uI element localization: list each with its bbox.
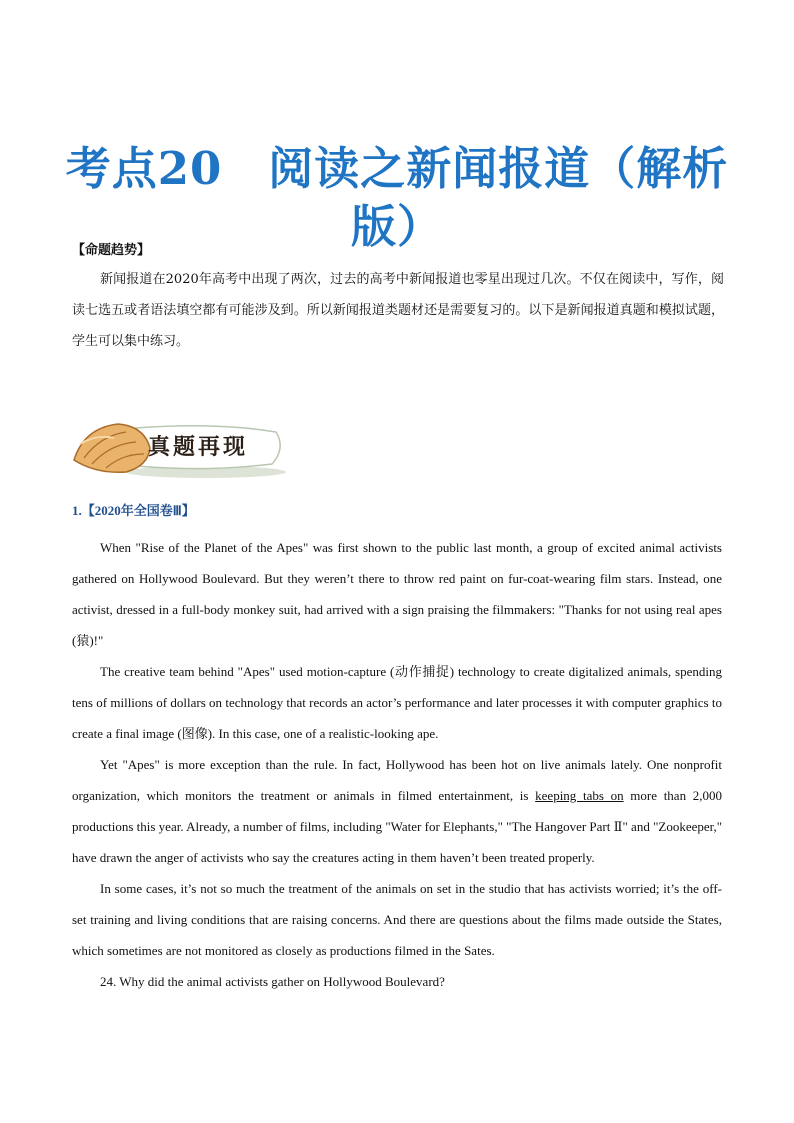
passage-paragraph-1: When "Rise of the Planet of the Apes" was first shown to the public last month, a group of excited animal activists gathered on Hollywood Boulevard. But they weren’t there to throw red paint on fur-coat-wearing film stars. Instead, one activist, dressed in a full-body monkey suit, had arrived with a sign praising the filmmakers: "Thanks for not using real apes (猿)!"	[72, 540, 722, 648]
section-label: 【命题趋势】	[72, 243, 151, 258]
paragraph-3-text-b: more than 2,000 productions this year. Already, a number of films, including "Water for Elephants," "The Hangover Part Ⅱ" and "Zookeeper," have drawn the anger of activists who say the creatures acting in them haven’t been treated properly.	[72, 788, 723, 865]
reading-passage	[72, 532, 722, 997]
question-24: 24. Why did the animal activists gather on Hollywood Boulevard?	[100, 974, 445, 989]
passage-paragraph-3	[72, 749, 722, 873]
intro-paragraph: 新闻报道在2020年高考中出现了两次，过去的高考中新闻报道也零星出现过几次。不仅在阅读中，写作，阅读七选五或者语法填空都有可能涉及到。所以新闻报道类题材还是需要复习的。以下是新闻报道真题和模拟试题，学生可以集中练习。	[72, 272, 724, 349]
passage-paragraph-4: In some cases, it’s not so much the treatment of the animals on set in the studio that has activists worried; it’s the off-set training and living conditions that are raising concerns. And there are questions about the films made outside the States, which sometimes are not monitored as closely as productions filmed in the Sates.	[72, 881, 722, 958]
question-header: 1.【2020年全国卷Ⅲ】	[72, 503, 195, 518]
underlined-phrase: keeping tabs on	[535, 788, 624, 803]
page-title: 考点20 阅读之新闻报道（解析版）	[65, 142, 729, 253]
banner-label: 真题再现	[148, 434, 249, 460]
paragraph-3-text-a: Yet "Apes" is more exception than the rule. In fact, Hollywood has been hot on live animals lately. One nonprofit organization, which monitors the treatment or animals in filmed entertainment, is	[72, 757, 722, 803]
passage-paragraph-2: The creative team behind "Apes" used motion-capture (动作捕捉) technology to create digitalized animals, spending tens of millions of dollars on technology that records an actor’s performance and later processes it with computer graphics to create a final image (图像). In this case, one of a realistic-looking ape.	[72, 664, 722, 741]
